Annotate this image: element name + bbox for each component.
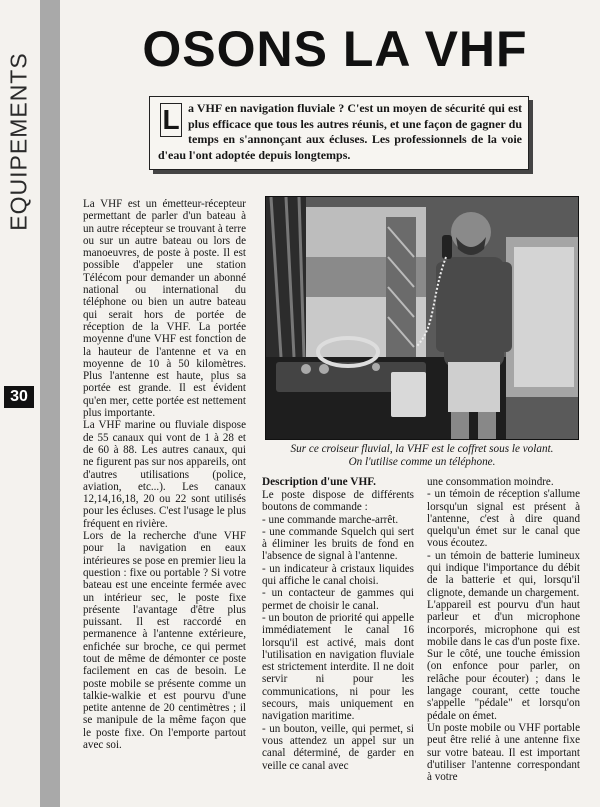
column-1-paragraph: La VHF est un émetteur-récepteur permettant de parler d'un bateau à un autre récepteur se trouvant à terre ou sur un autre bateau ou lors de manoeuvres, de poste à poste. Il est possible d'appeler une station Télécom pour demander un abonné national ou international du téléphone ou bien un autre bateau qui serait hors de portée de réception de la VHF. La portée moyenne d'une VHF est fonction de la hauteur de l'antenne et va en moyenne de 10 à 50 kilomètres. Plus l'antenne est haute, plus sa portée est grande. Il est évident qu'en mer, cette portée est nettement plus importante. (83, 198, 246, 420)
column-2-paragraph: - une commande Squelch qui sert à éliminer les bruits de fond en l'absence de signal à l'antenne. (262, 525, 414, 563)
page-margin-bar (40, 0, 60, 807)
column-3-paragraph: - un témoin de réception s'allume lorsqu'un signal est présent à l'antenne, c'est à dire quand quelqu'un émet sur le canal que vous écoutez. (427, 488, 580, 550)
column-2-paragraph: Le poste dispose de différents boutons de commande : (262, 489, 414, 514)
column-3-paragraph: L'appareil est pourvu d'un haut parleur et d'un microphone incorporés, microphone qui est mobile dans le cas d'un poste fixe. Sur le côté, une touche émission (on enfonce pour parler, on relâche pour écouter) ; dans le langage courant, cette touche s'appelle "pédale" et lorsqu'on pédale on émet. (427, 598, 580, 722)
column-2-paragraph: - une commande marche-arrêt. (262, 513, 399, 526)
article-title: OSONS LA VHF (142, 21, 528, 77)
intro-dropcap: L (160, 103, 182, 137)
column-3 (427, 476, 580, 783)
column-2-paragraph: - un bouton, veille, qui permet, si vous attendez un appel sur un canal déterminé, de garder en veille ce canal avec (262, 722, 414, 772)
column-1-paragraph: Lors de la recherche d'une VHF pour la navigation en eaux intérieures se pose en premier lieu la question : fixe ou portable ? Si votre bateau est une enceinte fermée avec un intérieur sec, le poste fixe présente l'avantage d'être plus puissant. Il est raccordé en permanence à l'antenne extérieure, enfichée sur broche, ce qui permet tout de même de démonter ce poste facilement en cas de besoin. Le poste mobile se présente comme un talkie-walkie et est pourvu d'une petite antenne de 20 centimètres ; il se manipule de la même façon que le poste fixe. On l'emporte partout avec soi. (83, 530, 246, 752)
photo-caption (265, 443, 579, 469)
caption-line-1: Sur ce croiseur fluvial, la VHF est le coffret sous le volant. (290, 443, 554, 455)
column-2 (262, 476, 414, 772)
section-label-text: EQUIPEMENTS (5, 51, 32, 231)
intro-text: a VHF en navigation fluviale ? C'est un moyen de sécurité qui est plus efficace que tous les autres réunis, et une façon de gagner du temps en s'annonçant aux écluses. Les professionnels de la voie d'eau l'ont adoptée depuis longtemps. (158, 101, 522, 162)
column-1 (83, 198, 246, 751)
column-2-paragraph: - un bouton de priorité qui appelle immédiatement le canal 16 lorsqu'il est activé, mais dont l'utilisation en navigation fluviale est strictement interdite. Il ne doit servir ni pour les communications, ni pour les secours, mais uniquement en navigation maritime. (262, 611, 414, 723)
section-heading: Description d'une VHF. (262, 476, 376, 488)
section-label (2, 16, 36, 266)
column-2-paragraph: - un contacteur de gammes qui permet de choisir le canal. (262, 587, 414, 612)
column-3-paragraph: - un témoin de batterie lumineux qui indique l'importance du débit de la batterie et qui, lorsqu'il clignote, demande un chargement. (427, 549, 580, 599)
column-3-paragraph: Un poste mobile ou VHF portable peut être relié à une antenne fixe sur votre bateau. Il est important d'utiliser l'antenne correspondant à votre (427, 721, 580, 784)
column-2-paragraph: - un indicateur à cristaux liquides qui affiche le canal choisi. (262, 562, 414, 588)
article-photo (265, 196, 579, 440)
caption-line-2: On l'utilise comme un téléphone. (348, 456, 496, 468)
page-number: 30 (4, 386, 34, 408)
column-3-paragraph: une consommation moindre. (427, 476, 554, 488)
column-1-paragraph: La VHF marine ou fluviale dispose de 55 canaux qui vont de 1 à 28 et de 60 à 88. Les autres canaux, qui ne figurent pas sur nos appareils, ont d'autres utilisations (police, aviation, etc...). Les canaux 12,14,16,18, 20 ou 22 sont utilisés pour les écluses. C'est l'usage le plus fréquent en rivière. (83, 419, 246, 530)
sidebar (0, 0, 60, 807)
intro-box (149, 96, 529, 170)
photo-illustration (266, 197, 579, 440)
